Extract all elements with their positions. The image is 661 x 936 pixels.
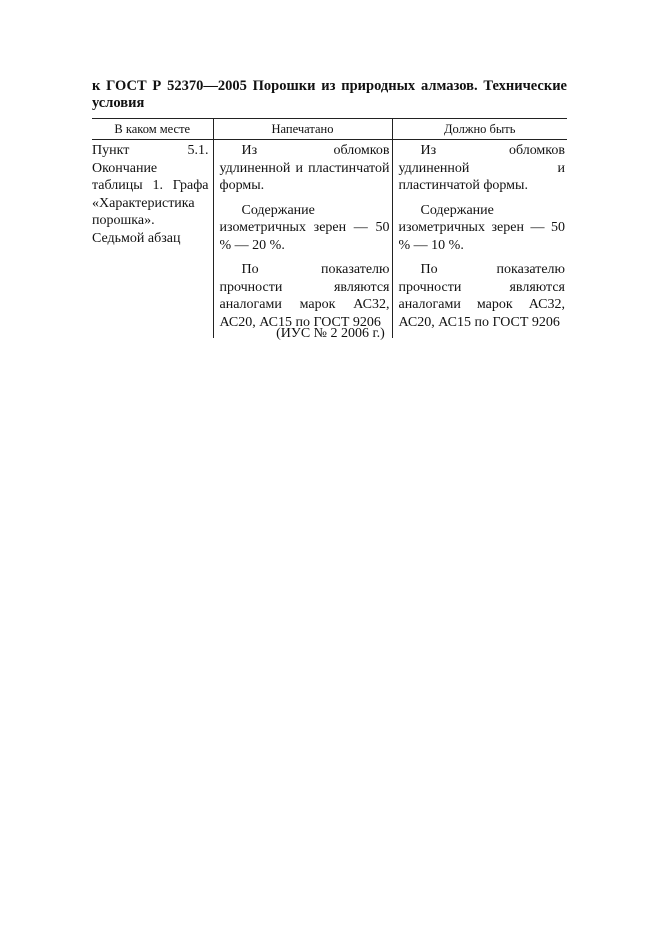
header-should-be: Должно быть bbox=[392, 119, 567, 140]
corrected-paragraph: Из обломков удлиненной и пластинчатой формы. bbox=[398, 143, 565, 193]
header-printed: Напечатано bbox=[213, 119, 392, 140]
printed-paragraph: По показателю прочности являются аналогами марок АС32, АС20, АС15 по ГОСТ 9206 bbox=[219, 262, 390, 330]
header-location: В каком месте bbox=[92, 119, 213, 140]
printed-paragraph: Из обломков удлиненной и пластинчатой формы. bbox=[219, 143, 390, 193]
publication-note: (ИУС № 2 2006 г.) bbox=[276, 326, 385, 341]
cell-should-be bbox=[392, 140, 567, 339]
printed-paragraph: Содержание изометричных зерен — 50 % — 20 %. bbox=[219, 202, 390, 253]
table-row bbox=[92, 140, 567, 339]
corrected-paragraph: Содержание изометричных зерен — 50 % — 10 %. bbox=[398, 202, 565, 253]
document-title: к ГОСТ Р 52370—2005 Порошки из природных алмазов. Технические условия bbox=[92, 78, 567, 111]
table-header-row bbox=[92, 119, 567, 140]
cell-printed bbox=[213, 140, 392, 339]
corrected-paragraph: По показателю прочности являются аналогами марок АС32, АС20, АС15 по ГОСТ 9206 bbox=[398, 262, 565, 330]
amendment-table bbox=[92, 118, 567, 338]
cell-location: Пункт 5.1. Окончание таблицы 1. Графа «Характеристика порошка». Седьмой абзац bbox=[92, 143, 209, 246]
